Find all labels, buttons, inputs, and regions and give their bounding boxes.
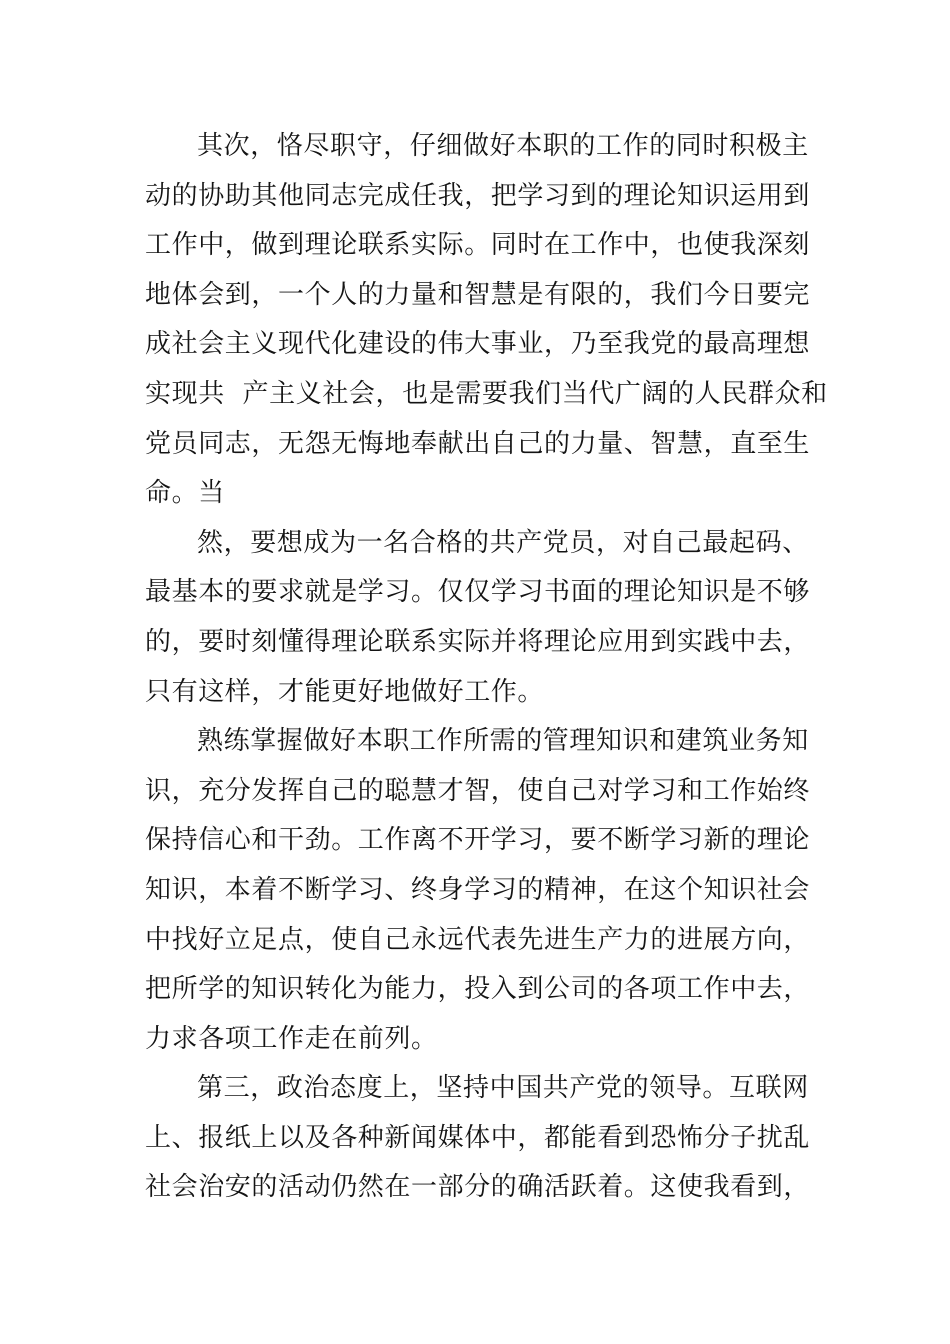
paragraph-1 (145, 122, 828, 519)
text-line: 知识，本着不断学习、终身学习的精神，在这个知识社会 (145, 874, 811, 905)
text-line: 党员同志，无怨无悔地奉献出自己的力量、智慧，直至生 (145, 428, 811, 459)
text-line: 第三，政治态度上，坚持中国共产党的领导。互联网 (197, 1073, 809, 1104)
text-line: 动的协助其他同志完成任我，把学习到的理论知识运用到 (145, 180, 811, 211)
text-line: 地体会到，一个人的力量和智慧是有限的，我们今日要完 (145, 279, 811, 310)
text-line: 只有这样，才能更好地做好工作。 (145, 676, 545, 707)
paragraph-3 (145, 717, 810, 1064)
text-line: 然，要想成为一名合格的共产党员，对自己最起码、 (197, 527, 809, 558)
text-line: 的，要时刻懂得理论联系实际并将理论应用到实践中去， (145, 626, 811, 657)
document-page (145, 122, 828, 1213)
text-line: 社会治安的活动仍然在一部分的确活跃着。这使我看到， (145, 1172, 811, 1203)
text-line: 熟练掌握做好本职工作所需的管理知识和建筑业务知 (197, 726, 809, 757)
text-line: 识，充分发挥自己的聪慧才智，使自己对学习和工作始终 (145, 775, 811, 806)
text-line: 命。当 (145, 478, 225, 509)
text-line: 其次，恪尽职守，仔细做好本职的工作的同时积极主 (197, 131, 809, 161)
text-line: 工作中，做到理论联系实际。同时在工作中，也使我深刻 (145, 230, 811, 261)
text-line: 最基本的要求就是学习。仅仅学习书面的理论知识是不够 (145, 577, 811, 608)
text-line: 力求各项工作走在前列。 (145, 1023, 438, 1054)
paragraph-2 (145, 519, 810, 717)
text-line: 实现共 产主义社会，也是需要我们当代广阔的人民群众和 (145, 378, 828, 409)
text-line: 中找好立足点，使自己永远代表先进生产力的进展方向， (145, 924, 811, 955)
text-line: 上、报纸上以及各种新闻媒体中，都能看到恐怖分子扰乱 (145, 1122, 811, 1153)
text-line: 成社会主义现代化建设的伟大事业，乃至我党的最高理想 (145, 329, 811, 360)
text-line: 把所学的知识转化为能力，投入到公司的各项工作中去， (145, 974, 811, 1005)
paragraph-4 (145, 1064, 810, 1213)
text-line: 保持信心和干劲。工作离不开学习，要不断学习新的理论 (145, 825, 811, 856)
